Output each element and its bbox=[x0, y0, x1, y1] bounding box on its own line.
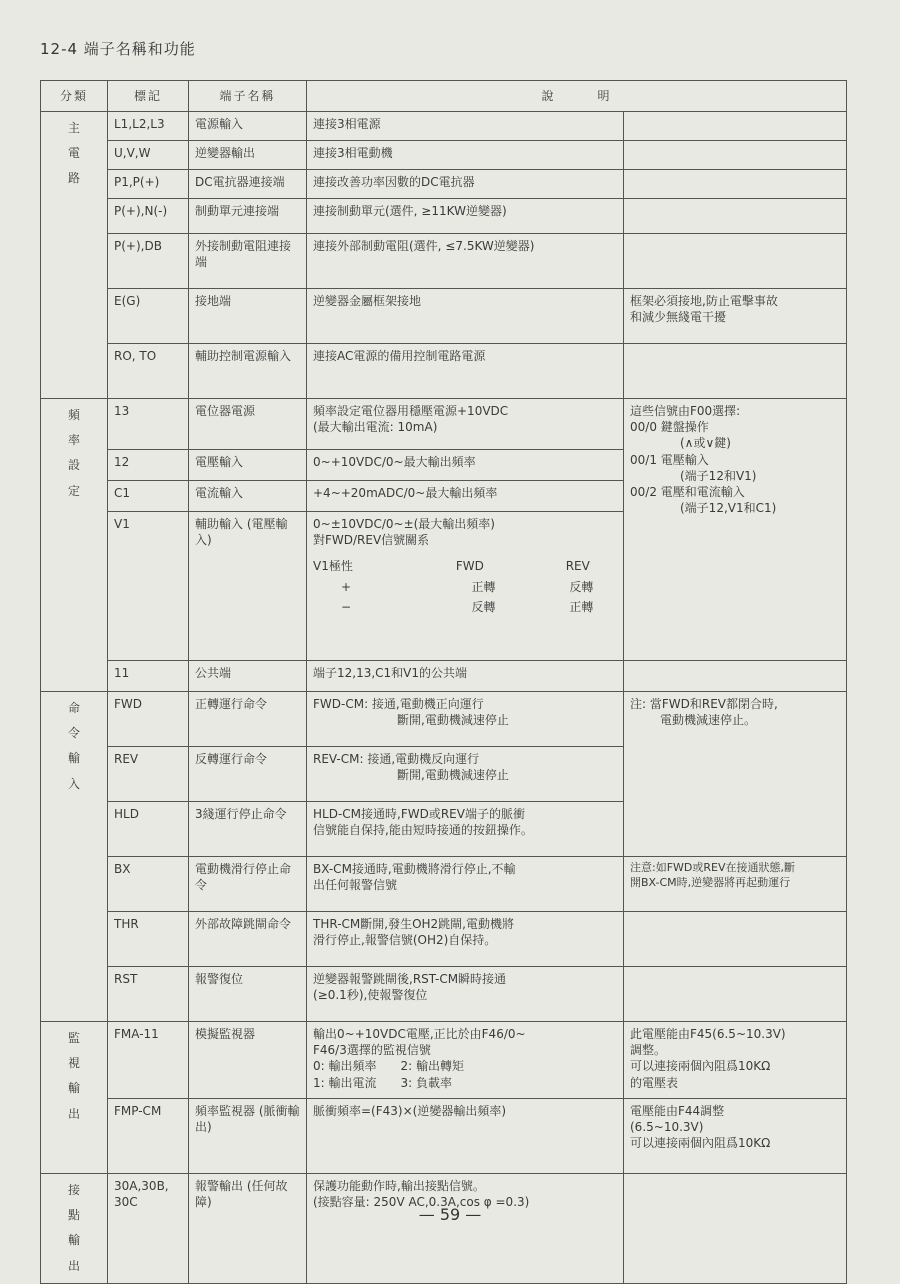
terminal-mark: THR bbox=[108, 912, 189, 967]
terminal-mark: FMA-11 bbox=[108, 1022, 189, 1099]
category-char: 定 bbox=[67, 483, 80, 498]
table-row bbox=[41, 344, 847, 399]
table-header-row bbox=[41, 81, 847, 112]
terminal-mark: P(+),DB bbox=[108, 234, 189, 289]
category-char: 命 bbox=[67, 701, 80, 715]
category-char: 主 bbox=[67, 121, 80, 135]
text-line: REV-CM: 接通,電動機反向運行 bbox=[313, 752, 480, 766]
category-label bbox=[47, 696, 101, 797]
terminal-name: 制動單元連接端 bbox=[189, 199, 307, 234]
terminal-mark: FWD bbox=[108, 692, 189, 747]
terminal-mark: FMP-CM bbox=[108, 1099, 189, 1174]
text-line: 的電壓表 bbox=[630, 1075, 679, 1090]
category-char: 電 bbox=[67, 146, 80, 161]
terminal-name: DC電抗器連接端 bbox=[189, 170, 307, 199]
table-row bbox=[41, 1099, 847, 1174]
description-cell bbox=[307, 344, 624, 399]
page-number: — 59 — bbox=[418, 1205, 482, 1224]
note-cell bbox=[624, 1022, 847, 1099]
category-char: 監 bbox=[67, 1031, 80, 1045]
polarity-cell: 正轉 bbox=[569, 599, 594, 614]
description-cell bbox=[307, 481, 624, 512]
terminal-mark: 12 bbox=[108, 450, 189, 481]
polarity-header-cell: REV bbox=[565, 559, 590, 574]
terminal-name: 報警輸出 (任何故障) bbox=[189, 1174, 307, 1284]
note-cell bbox=[624, 170, 847, 199]
text-line: 逆變器報警跳閘後,RST-CM瞬時接通 bbox=[313, 972, 507, 986]
terminal-name: 逆變器輸出 bbox=[189, 141, 307, 170]
note-cell bbox=[624, 1099, 847, 1174]
text-line: 斷開,電動機減速停止 bbox=[397, 713, 509, 728]
terminal-mark: 11 bbox=[108, 661, 189, 692]
text-line: 連接AC電源的備用控制電路電源 bbox=[313, 349, 486, 363]
polarity-cell: 反轉 bbox=[569, 579, 594, 594]
polarity-header bbox=[313, 558, 617, 574]
category-cell bbox=[41, 399, 108, 692]
note-cell-empty bbox=[624, 967, 847, 1022]
note-cell bbox=[624, 857, 847, 912]
terminal-mark: U,V,W bbox=[108, 141, 189, 170]
text-line: 連接外部制動電阻(選件, ≤7.5KW逆變器) bbox=[313, 239, 535, 253]
text-line: 調整。 bbox=[630, 1043, 667, 1058]
note-cell bbox=[624, 199, 847, 234]
table-row bbox=[41, 912, 847, 967]
text-line: 連接制動單元(選件, ≥11KW逆變器) bbox=[313, 204, 507, 218]
text-line: F46/3選擇的監視信號 bbox=[313, 1043, 431, 1058]
terminal-name: 報警復位 bbox=[189, 967, 307, 1022]
note-cell bbox=[624, 399, 847, 661]
terminal-name: 外接制動電阻連接端 bbox=[189, 234, 307, 289]
text-line: 電動機減速停止。 bbox=[660, 713, 757, 728]
table-row bbox=[41, 399, 847, 450]
text-line: 保護功能動作時,輸出接點信號。 bbox=[313, 1179, 485, 1193]
category-label bbox=[47, 116, 101, 192]
text-line: (≥0.1秒),使報警復位 bbox=[313, 988, 428, 1003]
text-line: 可以連接兩個內阻爲10KΩ bbox=[630, 1059, 771, 1074]
terminal-name: 反轉運行命令 bbox=[189, 747, 307, 802]
note-cell bbox=[624, 112, 847, 141]
text-line: 可以連接兩個內阻爲10KΩ bbox=[630, 1136, 771, 1151]
text-line: 滑行停止,報警信號(OH2)自保持。 bbox=[313, 933, 497, 948]
description-cell bbox=[307, 170, 624, 199]
table-row bbox=[41, 857, 847, 912]
category-char: 頻 bbox=[67, 408, 80, 422]
terminal-name: 輔助控制電源輸入 bbox=[189, 344, 307, 399]
terminal-name: 接地端 bbox=[189, 289, 307, 344]
description-cell bbox=[307, 199, 624, 234]
description-cell bbox=[307, 1099, 624, 1174]
text-line: 對FWD/REV信號關系 bbox=[313, 533, 430, 548]
table-row bbox=[41, 289, 847, 344]
category-cell bbox=[41, 1174, 108, 1284]
text-line: 此電壓能由F45(6.5~10.3V) bbox=[630, 1027, 786, 1041]
terminal-name: 頻率監視器 (脈衝輸出) bbox=[189, 1099, 307, 1174]
category-char: 入 bbox=[67, 776, 80, 791]
category-char: 輸 bbox=[67, 751, 80, 766]
text-line: 輸出0~+10VDC電壓,正比於由F46/0~ bbox=[313, 1027, 526, 1041]
terminal-name: 電動機滑行停止命令 bbox=[189, 857, 307, 912]
terminal-name: 模擬監視器 bbox=[189, 1022, 307, 1099]
terminal-mark: 30A,30B, 30C bbox=[108, 1174, 189, 1284]
category-char: 令 bbox=[67, 726, 80, 741]
terminal-mark: 13 bbox=[108, 399, 189, 450]
text-line: 逆變器金屬框架接地 bbox=[313, 294, 422, 308]
polarity-cell: + bbox=[341, 579, 352, 594]
table-row bbox=[41, 692, 847, 747]
description-cell bbox=[307, 857, 624, 912]
terminal-name: 外部故障跳閘命令 bbox=[189, 912, 307, 967]
description-cell bbox=[307, 747, 624, 802]
description-cell bbox=[307, 967, 624, 1022]
terminal-table bbox=[40, 80, 847, 1284]
category-char: 視 bbox=[67, 1056, 80, 1071]
text-line: 1: 輸出電流 3: 負載率 bbox=[313, 1075, 452, 1090]
terminal-name: 電位器電源 bbox=[189, 399, 307, 450]
category-char: 輸 bbox=[67, 1081, 80, 1096]
text-line: THR-CM斷開,發生OH2跳閘,電動機將 bbox=[313, 917, 515, 931]
table-row bbox=[41, 141, 847, 170]
text-line: 注: 當FWD和REV都閉合時, bbox=[630, 697, 778, 711]
table-row bbox=[41, 1022, 847, 1099]
description-cell bbox=[307, 450, 624, 481]
text-line: FWD-CM: 接通,電動機正向運行 bbox=[313, 697, 484, 711]
terminal-mark: C1 bbox=[108, 481, 189, 512]
note-cell bbox=[624, 692, 847, 857]
table-row bbox=[41, 967, 847, 1022]
text-line: 00/0 鍵盤操作 bbox=[630, 420, 709, 435]
terminal-name: 3綫運行停止命令 bbox=[189, 802, 307, 857]
text-line: BX-CM接通時,電動機將滑行停止,不輸 bbox=[313, 862, 516, 876]
text-line: 信號能自保持,能由短時接通的按鈕操作。 bbox=[313, 823, 533, 838]
header-mark: 標記 bbox=[108, 81, 189, 112]
category-char: 路 bbox=[67, 171, 80, 186]
text-line: 連接3相電動機 bbox=[313, 146, 393, 160]
category-cell bbox=[41, 112, 108, 399]
text-line: 電壓能由F44調整 bbox=[630, 1104, 725, 1118]
terminal-mark: HLD bbox=[108, 802, 189, 857]
description-cell bbox=[307, 1022, 624, 1099]
terminal-mark: REV bbox=[108, 747, 189, 802]
text-line: (∧或∨鍵) bbox=[680, 436, 731, 451]
terminal-mark: L1,L2,L3 bbox=[108, 112, 189, 141]
terminal-name: 公共端 bbox=[189, 661, 307, 692]
description-cell bbox=[307, 1174, 624, 1284]
text-line: 注意:如FWD或REV在接通狀態,斷 bbox=[630, 861, 795, 874]
polarity-cell: 正轉 bbox=[471, 579, 496, 594]
terminal-name: 電壓輸入 bbox=[189, 450, 307, 481]
note-cell bbox=[624, 289, 847, 344]
table-row bbox=[41, 199, 847, 234]
text-line: 00/1 電壓輸入 bbox=[630, 452, 709, 467]
table-row bbox=[41, 234, 847, 289]
text-line: 這些信號由F00選擇: bbox=[630, 404, 741, 418]
description-cell bbox=[307, 289, 624, 344]
polarity-header-cell: V1極性 bbox=[313, 559, 353, 574]
text-line: 開BX-CM時,逆變器將再起動運行 bbox=[630, 875, 791, 889]
text-line: (6.5~10.3V) bbox=[630, 1120, 704, 1135]
terminal-mark: RST bbox=[108, 967, 189, 1022]
description-cell bbox=[307, 912, 624, 967]
note-cell bbox=[624, 141, 847, 170]
category-char: 輸 bbox=[67, 1233, 80, 1248]
terminal-mark: E(G) bbox=[108, 289, 189, 344]
terminal-mark: V1 bbox=[108, 512, 189, 661]
description-cell bbox=[307, 661, 624, 692]
terminal-name: 輔助輸入 (電壓輸入) bbox=[189, 512, 307, 661]
text-line: 連接3相電源 bbox=[313, 117, 381, 131]
category-char: 出 bbox=[67, 1258, 80, 1273]
category-label bbox=[47, 1178, 101, 1279]
polarity-cell: 反轉 bbox=[471, 599, 496, 614]
polarity-row bbox=[313, 599, 617, 615]
note-cell bbox=[624, 1174, 847, 1284]
text-line: 0~±10VDC/0~±(最大輸出頻率) bbox=[313, 517, 495, 531]
description-cell bbox=[307, 234, 624, 289]
note-cell-empty bbox=[624, 912, 847, 967]
text-line: (最大輸出電流: 10mA) bbox=[313, 420, 438, 435]
text-line: 0~+10VDC/0~最大輸出頻率 bbox=[313, 455, 476, 469]
text-line: 0: 輸出頻率 2: 輸出轉矩 bbox=[313, 1059, 464, 1074]
note-cell-empty bbox=[624, 661, 847, 692]
text-line: 出任何報警信號 bbox=[313, 878, 398, 893]
category-char: 率 bbox=[67, 433, 80, 448]
table-row bbox=[41, 170, 847, 199]
header-terminal-name: 端子名稱 bbox=[189, 81, 307, 112]
category-char: 接 bbox=[67, 1183, 80, 1197]
description-cell bbox=[307, 112, 624, 141]
polarity-header-cell: FWD bbox=[455, 559, 484, 574]
note-cell bbox=[624, 344, 847, 399]
polarity-cell: − bbox=[341, 599, 352, 614]
description-cell bbox=[307, 141, 624, 170]
note-cell bbox=[624, 234, 847, 289]
category-label bbox=[47, 403, 101, 504]
text-line: 頻率設定電位器用穩壓電源+10VDC bbox=[313, 404, 509, 418]
description-cell bbox=[307, 512, 624, 661]
category-char: 出 bbox=[67, 1106, 80, 1121]
text-line: HLD-CM接通時,FWD或REV端子的脈衝 bbox=[313, 807, 525, 821]
category-char: 點 bbox=[67, 1208, 80, 1223]
category-cell bbox=[41, 1022, 108, 1174]
description-cell bbox=[307, 399, 624, 450]
terminal-name: 電源輸入 bbox=[189, 112, 307, 141]
page-title: 12-4 端子名稱和功能 bbox=[40, 40, 196, 58]
terminal-mark: BX bbox=[108, 857, 189, 912]
text-line: (端子12和V1) bbox=[680, 468, 757, 483]
text-line: 00/2 電壓和電流輸入 bbox=[630, 484, 745, 499]
terminal-name: 正轉運行命令 bbox=[189, 692, 307, 747]
text-line: 連接改善功率因數的DC電抗器 bbox=[313, 175, 475, 189]
terminal-mark: RO, TO bbox=[108, 344, 189, 399]
table-row bbox=[41, 112, 847, 141]
table-row bbox=[41, 1174, 847, 1284]
table-row bbox=[41, 661, 847, 692]
header-description: 說 明 bbox=[307, 81, 847, 112]
text-line: (接點容量: 250V AC,0.3A,cos φ =0.3) bbox=[313, 1195, 530, 1210]
terminal-mark: P1,P(+) bbox=[108, 170, 189, 199]
text-line: 端子12,13,C1和V1的公共端 bbox=[313, 666, 468, 680]
category-cell bbox=[41, 692, 108, 1022]
text-line: +4~+20mADC/0~最大輸出頻率 bbox=[313, 486, 498, 500]
text-line: 框架必須接地,防止電擊事故 bbox=[630, 294, 778, 308]
terminal-name: 電流輸入 bbox=[189, 481, 307, 512]
text-line: 脈衝頻率=(F43)×(逆變器輸出頻率) bbox=[313, 1104, 507, 1118]
category-label bbox=[47, 1026, 101, 1127]
text-line: 斷開,電動機減速停止 bbox=[397, 768, 509, 783]
category-char: 設 bbox=[67, 458, 80, 473]
description-cell bbox=[307, 692, 624, 747]
text-line: 和減少無綫電干擾 bbox=[630, 310, 727, 325]
description-cell bbox=[307, 802, 624, 857]
text-line: (端子12,V1和C1) bbox=[680, 501, 777, 516]
polarity-row bbox=[313, 579, 617, 595]
terminal-mark: P(+),N(-) bbox=[108, 199, 189, 234]
header-category: 分類 bbox=[41, 81, 108, 112]
